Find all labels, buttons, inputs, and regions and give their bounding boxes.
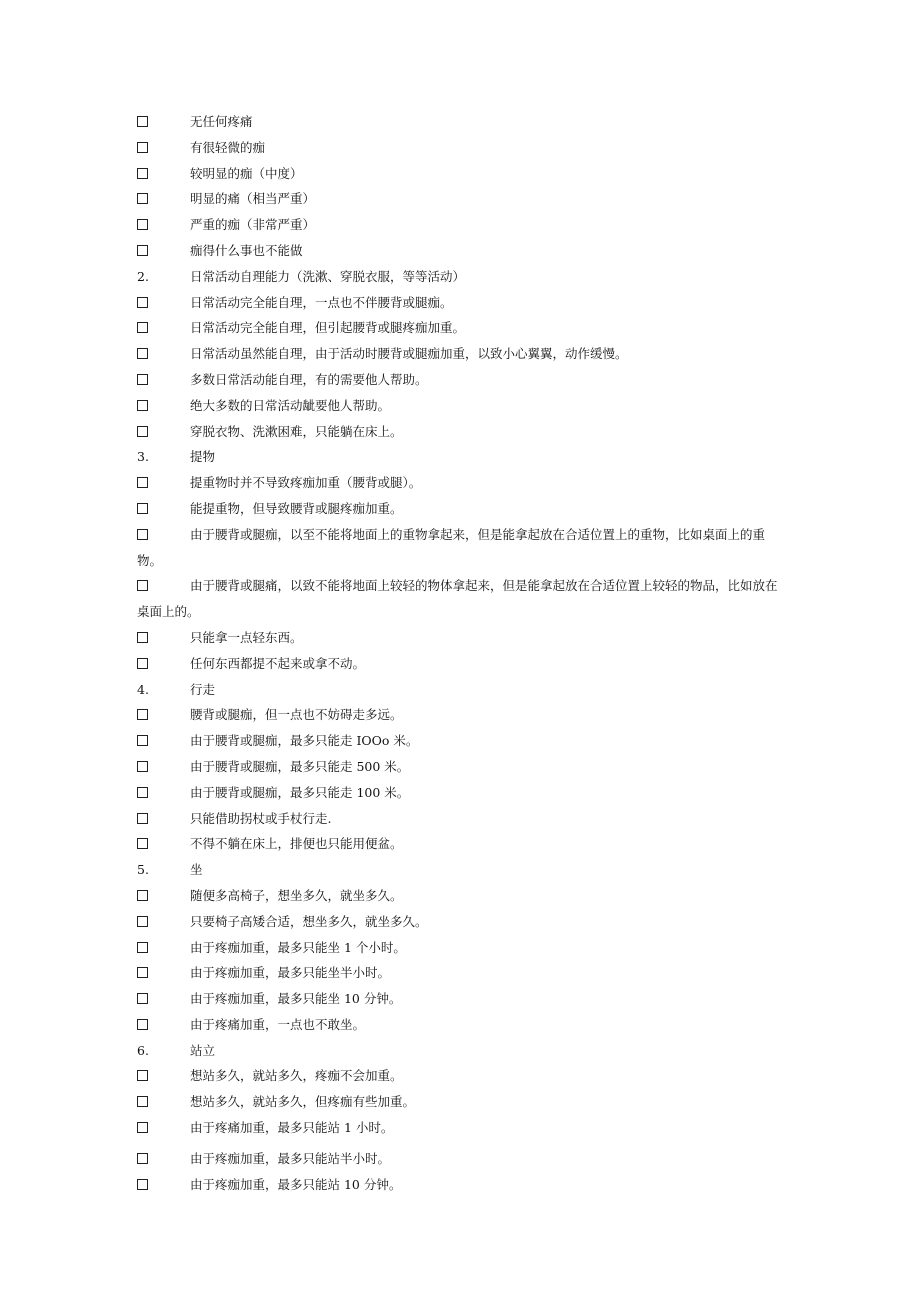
section-number: 3. <box>137 449 149 465</box>
option-label: 不得不躺在床上，排便也只能用便盆。 <box>190 836 403 852</box>
section-heading <box>137 1038 782 1064</box>
checkbox-icon[interactable] <box>137 573 148 599</box>
checkbox-icon[interactable] <box>137 186 148 212</box>
checkbox-icon[interactable] <box>137 935 148 961</box>
section-heading <box>137 857 782 883</box>
option-item <box>137 290 782 316</box>
option-label: 日常活动虽然能自理，由于活动时腰背或腿痂加重，以致小心翼翼，动作缓慢。 <box>190 346 628 362</box>
checkbox-box[interactable] <box>137 348 148 359</box>
checkbox-icon[interactable] <box>137 522 148 548</box>
checkbox-box[interactable] <box>137 735 148 746</box>
option-item <box>137 883 782 909</box>
option-item <box>137 1172 782 1198</box>
checkbox-box[interactable] <box>137 374 148 385</box>
checkbox-icon[interactable] <box>137 754 148 780</box>
option-item <box>137 161 782 187</box>
checkbox-box[interactable] <box>137 580 148 591</box>
option-label: 由于腰背或腿痂，最多只能走 500 米。 <box>190 758 410 774</box>
checkbox-box[interactable] <box>137 787 148 798</box>
checkbox-box[interactable] <box>137 297 148 308</box>
section-number: 6. <box>137 1042 149 1058</box>
option-item <box>137 419 782 445</box>
checkbox-box[interactable] <box>137 142 148 153</box>
option-label: 有很轻微的痂 <box>190 139 266 155</box>
option-label: 由于腰背或腿痂，以至不能将地面上的重物拿起来，但是能拿起放在合适位置上的重物，比如桌面上的重物。 <box>137 526 766 568</box>
section-number: 4. <box>137 681 149 697</box>
option-label: 由于疼痛加重，一点也不敢坐。 <box>190 1016 366 1032</box>
checkbox-icon[interactable] <box>137 496 148 522</box>
checkbox-box[interactable] <box>137 709 148 720</box>
checkbox-icon[interactable] <box>137 419 148 445</box>
option-item <box>137 728 782 754</box>
checkbox-box[interactable] <box>137 245 148 256</box>
checkbox-icon[interactable] <box>137 1089 148 1115</box>
option-label: 腰背或腿痂，但一点也不妨碍走多远。 <box>190 707 403 723</box>
checkbox-icon[interactable] <box>137 1172 148 1198</box>
option-label: 痂得什么事也不能做 <box>190 242 303 258</box>
option-label: 由于疼痂加重，最多只能坐半小时。 <box>190 965 391 981</box>
checkbox-icon[interactable] <box>137 393 148 419</box>
section-title: 站立 <box>190 1042 216 1058</box>
checkbox-box[interactable] <box>137 658 148 669</box>
option-label: 只要椅子高矮合适，想坐多久，就坐多久。 <box>190 913 428 929</box>
checkbox-icon[interactable] <box>137 960 148 986</box>
option-item <box>137 754 782 780</box>
checkbox-box[interactable] <box>137 426 148 437</box>
checkbox-box[interactable] <box>137 529 148 540</box>
option-item <box>137 935 782 961</box>
option-item <box>137 831 782 857</box>
option-label: 随便多高椅子，想坐多久，就坐多久。 <box>190 887 403 903</box>
checkbox-icon[interactable] <box>137 909 148 935</box>
checkbox-icon[interactable] <box>137 806 148 832</box>
checkbox-icon[interactable] <box>137 831 148 857</box>
option-item <box>137 1012 782 1038</box>
option-item <box>137 341 782 367</box>
option-item <box>137 909 782 935</box>
option-label: 由于疼痂加重，最多只能坐 1 个小时。 <box>190 939 406 955</box>
checkbox-icon[interactable] <box>137 651 148 677</box>
option-item <box>137 780 782 806</box>
checkbox-icon[interactable] <box>137 290 148 316</box>
section-heading <box>137 677 782 703</box>
checkbox-icon[interactable] <box>137 1063 148 1089</box>
option-label: 严重的痂（非常严重） <box>190 217 316 233</box>
checkbox-icon[interactable] <box>137 986 148 1012</box>
checkbox-box[interactable] <box>137 503 148 514</box>
option-label: 由于腰背或腿痂，最多只能走 100 米。 <box>190 784 410 800</box>
option-item <box>137 651 782 677</box>
option-item <box>137 496 782 522</box>
checkbox-icon[interactable] <box>137 780 148 806</box>
section-number: 5. <box>137 862 149 878</box>
section-title: 坐 <box>190 862 203 878</box>
option-item <box>137 367 782 393</box>
option-item <box>137 212 782 238</box>
option-item <box>137 109 782 135</box>
checkbox-box[interactable] <box>137 1096 148 1107</box>
checkbox-box[interactable] <box>137 632 148 643</box>
checkbox-box[interactable] <box>137 400 148 411</box>
checkbox-box[interactable] <box>137 219 148 230</box>
option-label: 由于腰背或腿痛，以致不能将地面上较轻的物体拿起来，但是能拿起放在合适位置上较轻的物品，比如放在桌面上的。 <box>137 578 778 620</box>
option-item <box>137 315 782 341</box>
checkbox-icon[interactable] <box>137 625 148 651</box>
checkbox-icon[interactable] <box>137 161 148 187</box>
option-label: 由于疼痛加重，最多只能站 1 小时。 <box>190 1120 394 1136</box>
option-label: 提重物时并不导致疼痂加重（腰背或腿）。 <box>190 475 422 491</box>
section-heading <box>137 444 782 470</box>
checkbox-box[interactable] <box>137 322 148 333</box>
option-item <box>137 186 782 212</box>
checkbox-box[interactable] <box>137 1019 148 1030</box>
checkbox-box[interactable] <box>137 1179 148 1190</box>
checkbox-icon[interactable] <box>137 883 148 909</box>
checkbox-box[interactable] <box>137 168 148 179</box>
checkbox-icon[interactable] <box>137 109 148 135</box>
option-label: 任何东西都提不起来或拿不动。 <box>190 655 366 671</box>
option-item <box>137 1146 782 1172</box>
section-title: 日常活动自理能力（洗漱、穿脱衣服，等等活动） <box>190 268 466 284</box>
option-item <box>137 806 782 832</box>
checkbox-box[interactable] <box>137 1153 148 1164</box>
option-label: 明显的痛（相当严重） <box>190 191 316 207</box>
option-label: 由于疼痂加重，最多只能站半小时。 <box>190 1150 391 1166</box>
checkbox-box[interactable] <box>137 916 148 927</box>
checkbox-icon[interactable] <box>137 315 148 341</box>
option-item <box>137 393 782 419</box>
checkbox-icon[interactable] <box>137 238 148 264</box>
section-number: 2. <box>137 268 149 284</box>
option-item <box>137 573 782 625</box>
option-label: 由于疼痂加重，最多只能站 10 分钟。 <box>190 1176 402 1192</box>
checkbox-box[interactable] <box>137 1070 148 1081</box>
option-label: 穿脱衣物、洗漱困难，只能躺在床上。 <box>190 423 403 439</box>
option-label: 日常活动完全能自理，一点也不伴腰背或腿痂。 <box>190 294 453 310</box>
checkbox-icon[interactable] <box>137 1012 148 1038</box>
option-label: 想站多久，就站多久，疼痂不会加重。 <box>190 1068 403 1084</box>
option-item <box>137 625 782 651</box>
checkbox-box[interactable] <box>137 477 148 488</box>
checkbox-box[interactable] <box>137 1122 148 1133</box>
checkbox-icon[interactable] <box>137 1146 148 1172</box>
option-label: 只能拿一点轻东西。 <box>190 629 303 645</box>
checkbox-icon[interactable] <box>137 367 148 393</box>
option-label: 由于腰背或腿痂，最多只能走 IOOo 米。 <box>190 733 419 749</box>
checkbox-icon[interactable] <box>137 470 148 496</box>
option-item <box>137 960 782 986</box>
checkbox-icon[interactable] <box>137 341 148 367</box>
checkbox-box[interactable] <box>137 942 148 953</box>
option-item <box>137 1115 782 1141</box>
option-label: 由于疼痂加重，最多只能坐 10 分钟。 <box>190 991 402 1007</box>
option-label: 较明显的痂（中度） <box>190 165 303 181</box>
option-item <box>137 470 782 496</box>
checkbox-icon[interactable] <box>137 702 148 728</box>
section-heading <box>137 264 782 290</box>
section-title: 提物 <box>190 449 216 465</box>
checkbox-icon[interactable] <box>137 728 148 754</box>
option-label: 绝大多数的日常活动龇要他人帮助。 <box>190 397 391 413</box>
checkbox-icon[interactable] <box>137 135 148 161</box>
section-title: 行走 <box>190 681 216 697</box>
option-label: 只能借助拐杖或手杖行走. <box>190 810 332 826</box>
option-label: 想站多久，就站多久，但疼痂有些加重。 <box>190 1094 416 1110</box>
option-item <box>137 135 782 161</box>
checkbox-icon[interactable] <box>137 1115 148 1141</box>
option-item <box>137 522 782 574</box>
checkbox-box[interactable] <box>137 890 148 901</box>
checkbox-box[interactable] <box>137 813 148 824</box>
checkbox-box[interactable] <box>137 967 148 978</box>
checkbox-box[interactable] <box>137 116 148 127</box>
option-item <box>137 1089 782 1115</box>
option-label: 日常活动完全能自理，但引起腰背或腿疼痂加重。 <box>190 320 466 336</box>
option-item <box>137 986 782 1012</box>
option-label: 能提重物，但导致腰背或腿疼痂加重。 <box>190 500 403 516</box>
option-item <box>137 238 782 264</box>
option-label: 无任何疼痛 <box>190 114 253 129</box>
checkbox-box[interactable] <box>137 838 148 849</box>
option-item <box>137 702 782 728</box>
option-item <box>137 1063 782 1089</box>
checkbox-box[interactable] <box>137 993 148 1004</box>
option-label: 多数日常活动能自理，有的需要他人帮助。 <box>190 371 428 387</box>
checkbox-box[interactable] <box>137 761 148 772</box>
checkbox-box[interactable] <box>137 193 148 204</box>
questionnaire-body <box>137 109 782 1197</box>
checkbox-icon[interactable] <box>137 212 148 238</box>
